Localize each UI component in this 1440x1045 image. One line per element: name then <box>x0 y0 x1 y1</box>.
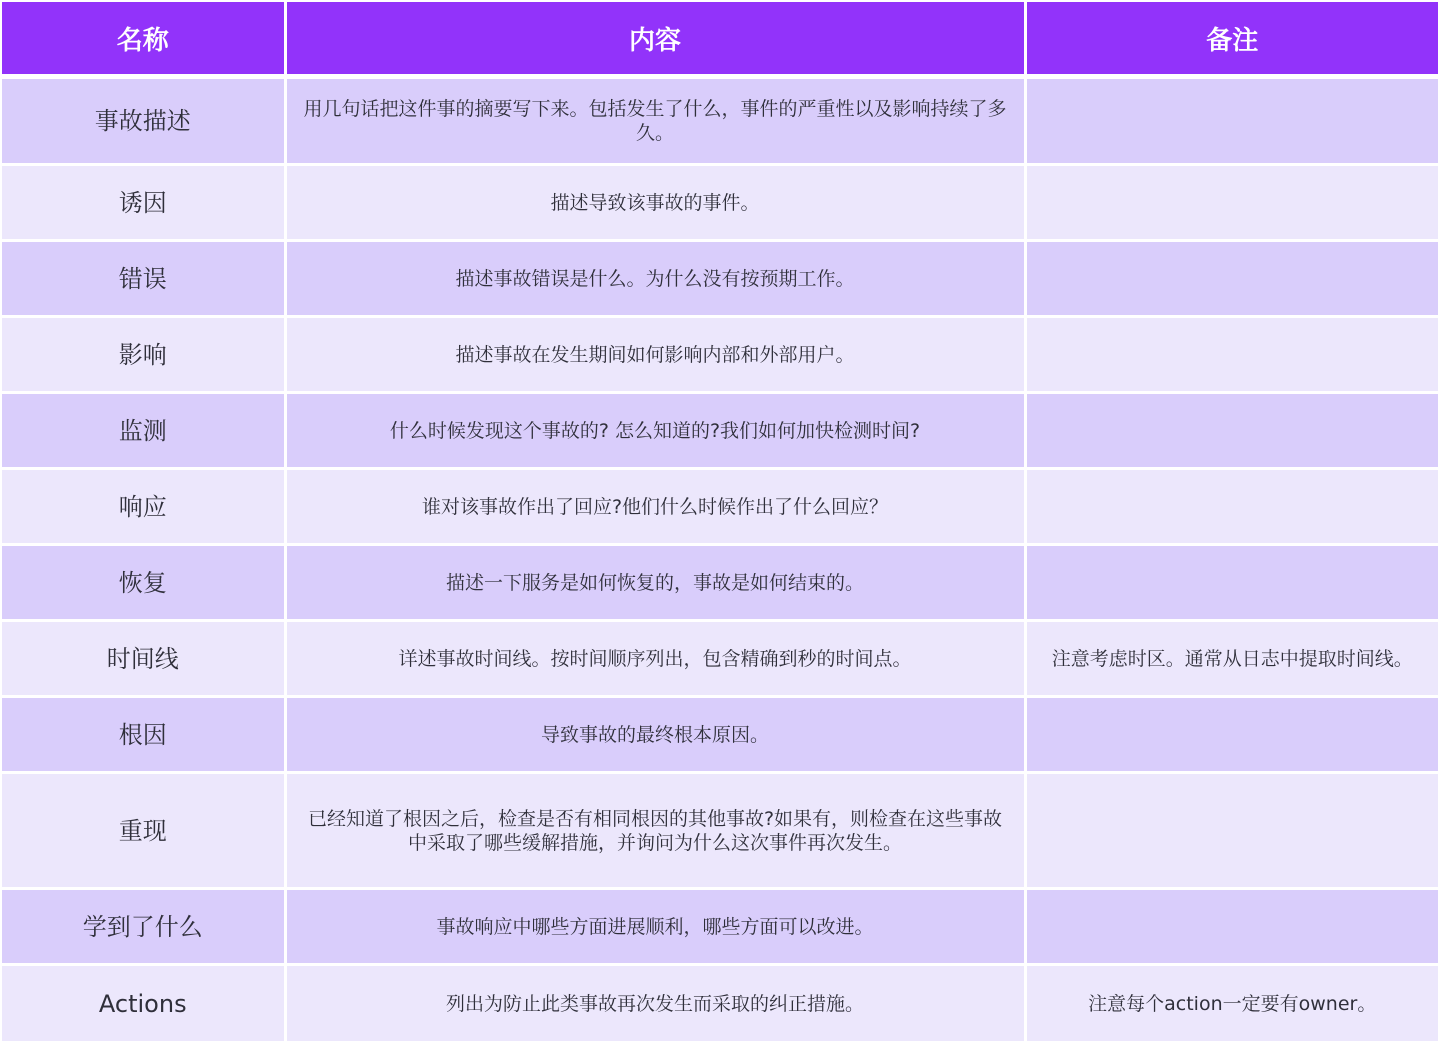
row-note-cell <box>1025 469 1438 545</box>
postmortem-template-table <box>2 2 1438 1044</box>
column-header-content: 内容 <box>285 2 1025 77</box>
row-content-cell: 谁对该事故作出了回应?他们什么时候作出了什么回应？ <box>285 469 1025 545</box>
row-content-cell: 描述一下服务是如何恢复的，事故是如何结束的。 <box>285 545 1025 621</box>
row-content-cell: 什么时候发现这个事故的? 怎么知道的?我们如何加快检测时间? <box>285 393 1025 469</box>
table-row <box>2 317 1438 393</box>
row-note-cell <box>1025 697 1438 773</box>
table-row <box>2 77 1438 165</box>
row-content-cell: 用几句话把这件事的摘要写下来。包括发生了什么，事件的严重性以及影响持续了多久。 <box>285 77 1025 165</box>
table-row <box>2 965 1438 1043</box>
postmortem-table-container <box>2 2 1438 1043</box>
row-content-cell: 描述事故错误是什么。为什么没有按预期工作。 <box>285 241 1025 317</box>
row-note-cell: 注意每个action一定要有owner。 <box>1025 965 1438 1043</box>
row-name-cell: 错误 <box>2 241 285 317</box>
row-note-cell: 注意考虑时区。通常从日志中提取时间线。 <box>1025 621 1438 697</box>
row-note-cell <box>1025 545 1438 621</box>
row-note-cell <box>1025 317 1438 393</box>
row-content-cell: 列出为防止此类事故再次发生而采取的纠正措施。 <box>285 965 1025 1043</box>
row-name-cell: 响应 <box>2 469 285 545</box>
row-note-cell <box>1025 773 1438 889</box>
table-header-row <box>2 2 1438 77</box>
table-row <box>2 241 1438 317</box>
row-content-cell: 描述导致该事故的事件。 <box>285 165 1025 241</box>
row-name-cell: 监测 <box>2 393 285 469</box>
table-row <box>2 545 1438 621</box>
row-name-cell: Actions <box>2 965 285 1043</box>
table-row <box>2 621 1438 697</box>
row-name-cell: 事故描述 <box>2 77 285 165</box>
row-name-cell: 影响 <box>2 317 285 393</box>
row-note-cell <box>1025 393 1438 469</box>
table-row <box>2 165 1438 241</box>
row-name-cell: 学到了什么 <box>2 889 285 965</box>
column-header-note: 备注 <box>1025 2 1438 77</box>
column-header-name: 名称 <box>2 2 285 77</box>
row-name-cell: 时间线 <box>2 621 285 697</box>
table-row <box>2 889 1438 965</box>
row-content-cell: 事故响应中哪些方面进展顺利，哪些方面可以改进。 <box>285 889 1025 965</box>
table-row <box>2 697 1438 773</box>
row-note-cell <box>1025 165 1438 241</box>
row-name-cell: 重现 <box>2 773 285 889</box>
row-name-cell: 诱因 <box>2 165 285 241</box>
row-content-cell: 详述事故时间线。按时间顺序列出，包含精确到秒的时间点。 <box>285 621 1025 697</box>
row-content-cell: 已经知道了根因之后，检查是否有相同根因的其他事故?如果有，则检查在这些事故中采取了哪些缓解措施，并询问为什么这次事件再次发生。 <box>285 773 1025 889</box>
row-name-cell: 根因 <box>2 697 285 773</box>
table-row <box>2 393 1438 469</box>
row-note-cell <box>1025 77 1438 165</box>
row-content-cell: 描述事故在发生期间如何影响内部和外部用户。 <box>285 317 1025 393</box>
row-note-cell <box>1025 889 1438 965</box>
row-note-cell <box>1025 241 1438 317</box>
table-row <box>2 469 1438 545</box>
row-content-cell: 导致事故的最终根本原因。 <box>285 697 1025 773</box>
table-row <box>2 773 1438 889</box>
row-name-cell: 恢复 <box>2 545 285 621</box>
